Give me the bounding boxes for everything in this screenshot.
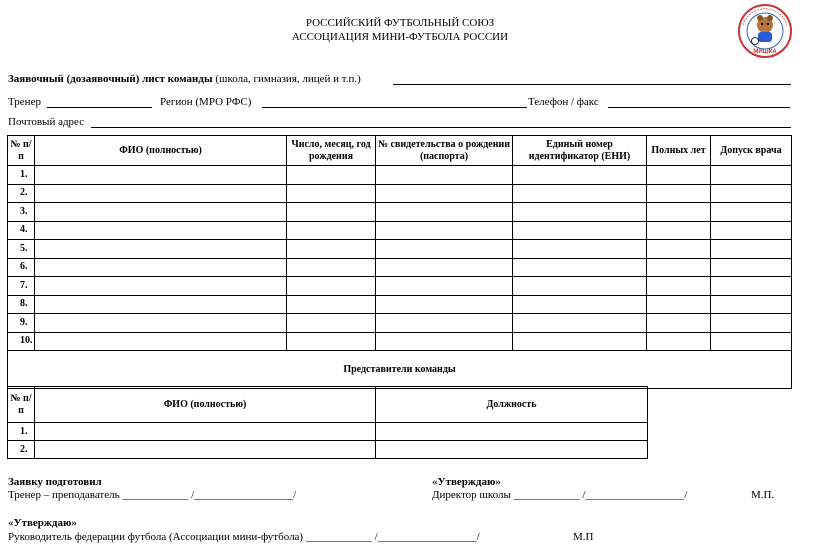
- player-row: [8, 221, 792, 240]
- federation-line: Руководитель федерации футбола (Ассоциации мини-футбола) ____________ /__________________/: [8, 531, 480, 543]
- reps-section-row: [8, 351, 792, 389]
- col-age-header: Полных лет: [647, 136, 711, 166]
- prepared-title: Заявку подготовил: [8, 476, 102, 488]
- player-cell[interactable]: [647, 240, 711, 259]
- reps-header-row: [8, 387, 648, 423]
- address-line[interactable]: [91, 127, 791, 128]
- row-number: 1.: [8, 423, 35, 441]
- player-cell[interactable]: [513, 314, 647, 333]
- reps-name-header: ФИО (полностью): [35, 387, 376, 423]
- row-number: 8.: [8, 295, 35, 314]
- players-table: [7, 135, 792, 389]
- rep-cell[interactable]: [376, 423, 648, 441]
- player-cell[interactable]: [35, 332, 287, 351]
- player-cell[interactable]: [35, 258, 287, 277]
- reps-position-header: Должность: [376, 387, 648, 423]
- player-cell[interactable]: [35, 166, 287, 185]
- row-number: 3.: [8, 203, 35, 222]
- player-cell[interactable]: [376, 240, 513, 259]
- player-cell[interactable]: [287, 166, 376, 185]
- mishka-league-logo-icon: [733, 3, 797, 59]
- player-cell[interactable]: [647, 184, 711, 203]
- player-row: [8, 314, 792, 333]
- reps-body: [8, 423, 648, 459]
- col-name-header: ФИО (полностью): [35, 136, 287, 166]
- player-cell[interactable]: [287, 203, 376, 222]
- col-num-header: № п/п: [8, 136, 35, 166]
- region-label: Регион (МРО РФС): [160, 96, 252, 108]
- player-cell[interactable]: [513, 258, 647, 277]
- logo-text: МИШКА: [753, 49, 777, 55]
- row-number: 7.: [8, 277, 35, 296]
- player-cell[interactable]: [513, 221, 647, 240]
- rep-row: [8, 423, 648, 441]
- player-cell[interactable]: [376, 203, 513, 222]
- approve-title-2: «Утверждаю»: [8, 517, 77, 529]
- col-eni-header: Единый номер идентификатор (ЕНИ): [513, 136, 647, 166]
- player-cell[interactable]: [287, 295, 376, 314]
- player-cell[interactable]: [711, 184, 792, 203]
- players-header-row: [8, 136, 792, 166]
- team-name-line[interactable]: [393, 84, 791, 85]
- player-cell[interactable]: [711, 314, 792, 333]
- player-cell[interactable]: [513, 240, 647, 259]
- phone-label: Телефон / факс: [528, 96, 599, 108]
- player-row: [8, 258, 792, 277]
- player-cell[interactable]: [513, 332, 647, 351]
- player-cell[interactable]: [376, 332, 513, 351]
- reps-num-header: № п/п: [8, 387, 35, 423]
- player-cell[interactable]: [647, 221, 711, 240]
- form-title-bold: Заявочный (дозаявочный) лист команды: [8, 73, 213, 85]
- player-cell[interactable]: [513, 166, 647, 185]
- col-dob-header: Число, месяц, год рождения: [287, 136, 376, 166]
- player-cell[interactable]: [287, 240, 376, 259]
- row-number: 2.: [8, 441, 35, 459]
- form-title: [8, 73, 361, 85]
- coach-label: Тренер: [8, 96, 41, 108]
- player-cell[interactable]: [287, 258, 376, 277]
- player-cell[interactable]: [35, 277, 287, 296]
- row-number: 2.: [8, 184, 35, 203]
- player-cell[interactable]: [711, 277, 792, 296]
- player-cell[interactable]: [35, 203, 287, 222]
- player-cell[interactable]: [35, 295, 287, 314]
- player-row: [8, 295, 792, 314]
- player-cell[interactable]: [287, 221, 376, 240]
- player-cell[interactable]: [647, 203, 711, 222]
- player-cell[interactable]: [711, 203, 792, 222]
- row-number: 10.: [8, 332, 35, 351]
- player-cell[interactable]: [513, 203, 647, 222]
- player-cell[interactable]: [711, 166, 792, 185]
- player-cell[interactable]: [376, 277, 513, 296]
- header-line-1: РОССИЙСКИЙ ФУТБОЛЬНЫЙ СОЮЗ: [305, 17, 495, 29]
- player-cell[interactable]: [647, 277, 711, 296]
- stamp-mark-2: М.П: [573, 531, 594, 543]
- reps-table: [7, 386, 648, 459]
- reps-section-title: Представители команды: [8, 351, 792, 389]
- row-number: 9.: [8, 314, 35, 333]
- rep-cell[interactable]: [35, 423, 376, 441]
- player-cell[interactable]: [711, 258, 792, 277]
- player-row: [8, 184, 792, 203]
- player-row: [8, 203, 792, 222]
- row-number: 5.: [8, 240, 35, 259]
- player-cell[interactable]: [376, 295, 513, 314]
- player-cell[interactable]: [35, 184, 287, 203]
- rep-row: [8, 441, 648, 459]
- player-cell[interactable]: [647, 258, 711, 277]
- player-cell[interactable]: [711, 295, 792, 314]
- players-body: [8, 166, 792, 351]
- player-cell[interactable]: [711, 332, 792, 351]
- player-cell[interactable]: [513, 277, 647, 296]
- player-cell[interactable]: [647, 332, 711, 351]
- player-cell[interactable]: [35, 240, 287, 259]
- row-number: 1.: [8, 166, 35, 185]
- player-cell[interactable]: [287, 184, 376, 203]
- director-line: Директор школы ____________ /__________________/: [432, 489, 688, 501]
- player-cell[interactable]: [287, 332, 376, 351]
- player-cell[interactable]: [376, 166, 513, 185]
- region-line[interactable]: [262, 107, 527, 108]
- approve-title: «Утверждаю»: [432, 476, 501, 488]
- player-cell[interactable]: [711, 240, 792, 259]
- player-row: [8, 332, 792, 351]
- player-cell[interactable]: [287, 314, 376, 333]
- player-cell[interactable]: [35, 314, 287, 333]
- player-cell[interactable]: [376, 221, 513, 240]
- player-cell[interactable]: [513, 184, 647, 203]
- header-line-2: АССОЦИАЦИЯ МИНИ-ФУТБОЛА РОССИИ: [291, 31, 509, 43]
- row-number: 6.: [8, 258, 35, 277]
- stamp-mark-1: М.П.: [751, 489, 775, 501]
- player-cell[interactable]: [513, 295, 647, 314]
- phone-line[interactable]: [608, 107, 790, 108]
- col-doctor-header: Допуск врача: [711, 136, 792, 166]
- player-row: [8, 277, 792, 296]
- player-cell[interactable]: [647, 314, 711, 333]
- row-number: 4.: [8, 221, 35, 240]
- coach-line[interactable]: [47, 107, 152, 108]
- player-row: [8, 166, 792, 185]
- player-cell[interactable]: [287, 277, 376, 296]
- player-cell[interactable]: [647, 295, 711, 314]
- address-label: Почтовый адрес: [8, 116, 85, 128]
- player-cell[interactable]: [35, 221, 287, 240]
- player-cell[interactable]: [376, 258, 513, 277]
- form-title-normal: (школа, гимназия, лицей и т.п.): [212, 73, 361, 85]
- player-cell[interactable]: [376, 184, 513, 203]
- col-cert-header: № свидетельства о рождении (паспорта): [376, 136, 513, 166]
- player-cell[interactable]: [711, 221, 792, 240]
- player-row: [8, 240, 792, 259]
- rep-cell[interactable]: [35, 441, 376, 459]
- player-cell[interactable]: [376, 314, 513, 333]
- prepared-line: Тренер – преподаватель ____________ /__________________/: [8, 489, 297, 501]
- rep-cell[interactable]: [376, 441, 648, 459]
- player-cell[interactable]: [647, 166, 711, 185]
